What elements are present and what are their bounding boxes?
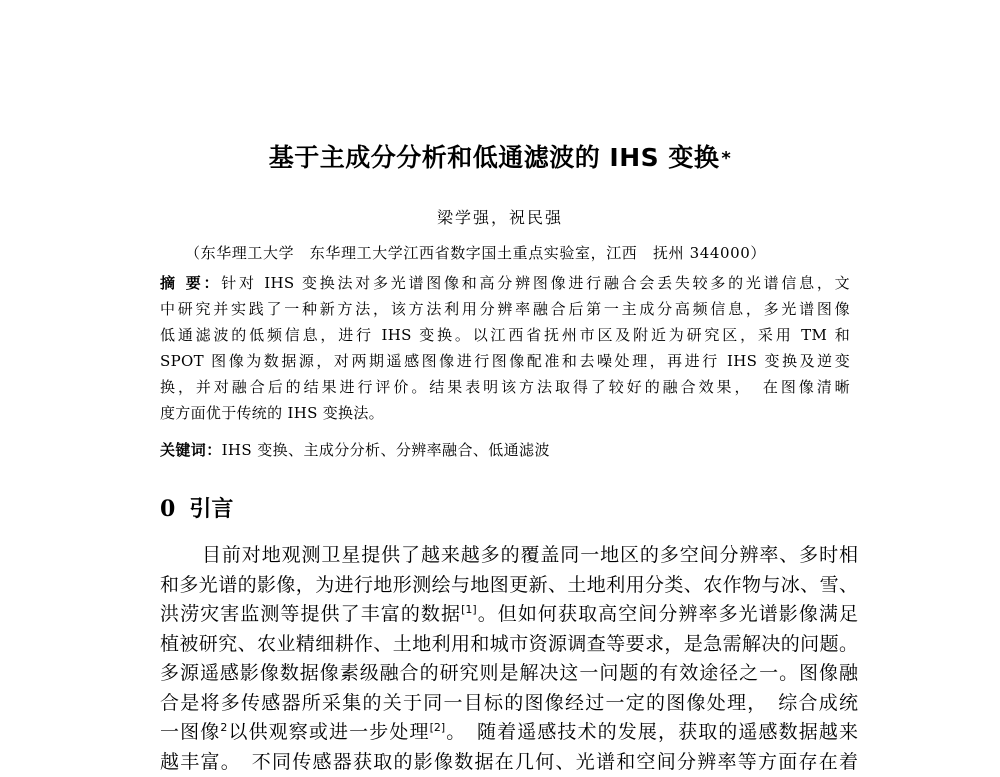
abstract-line: 换，并对融合后的结果进行评价。结果表明该方法取得了较好的融合效果， 在图像清晰 <box>160 374 850 400</box>
body-line: 目前对地观测卫星提供了越来越多的覆盖同一地区的多空间分辨率、多时相 <box>160 541 858 571</box>
abstract-label: 摘 要： <box>160 274 221 292</box>
body-line: 和多光谱的影像，为进行地形测绘与地图更新、土地利用分类、农作物与冰、雪、 <box>160 571 858 601</box>
body-line: 合是将多传感器所采集的关于同一目标的图像经过一定的图像处理， 综合成统 <box>160 689 858 719</box>
citation-ref: [1] <box>461 603 477 616</box>
body-line: 多源遥感影像数据像素级融合的研究则是解决这一问题的有效途径之一。图像融 <box>160 659 858 689</box>
abstract-line: 中研究并实践了一种新方法，该方法利用分辨率融合后第一主成分高频信息，多光谱图像 <box>160 296 850 322</box>
abstract-line: 度方面优于传统的 IHS 变换法。 <box>160 400 850 426</box>
author-list: 梁学强，祝民强 <box>0 205 1000 228</box>
affiliation: （东华理工大学 东华理工大学江西省数字国土重点实验室，江西 抚州 344000） <box>185 242 885 263</box>
abstract-line: 低通滤波的低频信息，进行 IHS 变换。以江西省抚州市区及附近为研究区，采用 TM 和 <box>160 322 850 348</box>
section-title: 引言 <box>189 496 233 522</box>
body-line: 越丰富。 不同传感器获取的影像数据在几何、光谱和空间分辨率等方面存在着 <box>160 748 858 777</box>
abstract <box>160 270 850 426</box>
body-line: 一图像$^2$以供观察或进一步处理[2]。 随着遥感技术的发展，获取的遥感数据越来 <box>160 718 858 748</box>
keywords <box>160 439 850 460</box>
superscript-mark: 2 <box>220 721 227 734</box>
body-line: 植被研究、农业精细耕作、土地利用和城市资源调查等要求，是急需解决的问题。 <box>160 630 858 660</box>
keywords-label: 关键词： <box>160 441 222 459</box>
abstract-line: 摘 要：针对 IHS 变换法对多光谱图像和高分辨图像进行融合会丢失较多的光谱信息，文 <box>160 270 850 296</box>
title-text: 基于主成分分析和低通滤波的 IHS 变换 <box>269 143 720 172</box>
body-text <box>160 541 858 777</box>
keywords-text: IHS 变换、主成分分析、分辨率融合、低通滤波 <box>222 441 550 459</box>
section-number: 0 <box>160 496 175 522</box>
citation-ref: [2] <box>430 721 446 734</box>
title-footnote-mark: * <box>721 148 731 169</box>
section-heading <box>160 492 233 523</box>
abstract-line: SPOT 图像为数据源，对两期遥感图像进行图像配准和去噪处理，再进行 IHS 变换及逆变 <box>160 348 850 374</box>
paper-title <box>0 138 1000 174</box>
body-line: 洪涝灾害监测等提供了丰富的数据[1]。但如何获取高空间分辨率多光谱影像满足 <box>160 600 858 630</box>
